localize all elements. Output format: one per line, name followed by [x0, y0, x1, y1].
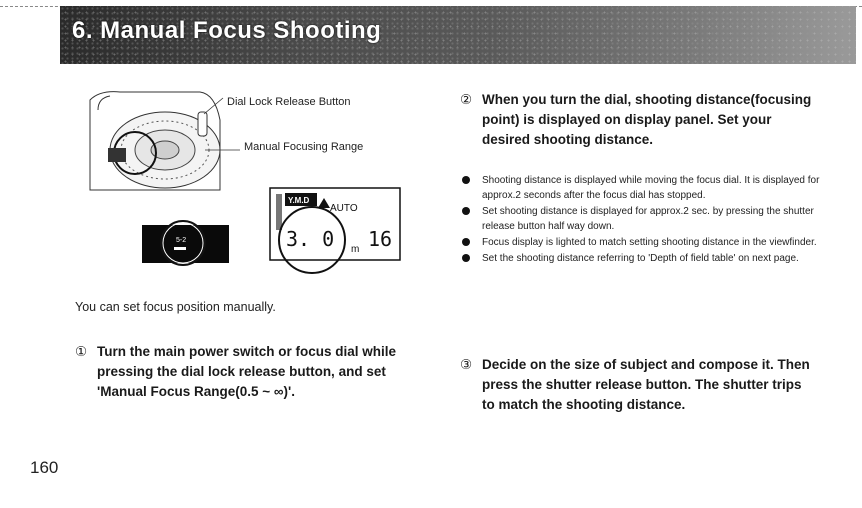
dial-lock-button-icon — [198, 112, 207, 136]
bullet-dot-icon — [462, 207, 470, 215]
svg-text:Y.M.D: Y.M.D — [288, 196, 310, 205]
step-2 — [460, 90, 822, 150]
step-3-text: Decide on the size of subject and compose it. Then press the shutter release button. The shutter trips to match the shooting distance. — [482, 357, 810, 412]
label-dial-lock-release: Dial Lock Release Button — [227, 96, 351, 108]
small-display-text: 5-2 — [176, 237, 187, 244]
list-item: Set shooting distance is displayed for approx.2 sec. by pressing the shutter release button half way down. — [462, 204, 822, 234]
list-item: Shooting distance is displayed while moving the focus dial. It is displayed for approx.2 seconds after the focus dial has stopped. — [462, 173, 822, 203]
bullet-list — [462, 173, 822, 267]
step-2-text: When you turn the dial, shooting distance(focusing point) is displayed on display panel. Set your desired shooting distance. — [482, 92, 812, 147]
lcd-unit-text: m — [351, 244, 360, 255]
page-title: 6. Manual Focus Shooting — [72, 17, 382, 44]
list-item: Focus display is lighted to match setting shooting distance in the viewfinder. — [462, 235, 822, 250]
black-display-panel — [142, 225, 229, 263]
bullet-dot-icon — [462, 238, 470, 246]
page-number: 160 — [30, 458, 59, 477]
step-3 — [460, 355, 812, 415]
step-2-number: ② — [460, 92, 473, 107]
lcd-auto-text: AUTO — [330, 203, 358, 214]
camera-dial-illustration — [80, 80, 420, 280]
label-manual-focusing-range: Manual Focusing Range — [244, 141, 364, 153]
bullet-dot-icon — [462, 254, 470, 262]
lcd-distance-text: 3. 0 — [286, 227, 335, 251]
step-1-number: ① — [75, 344, 88, 359]
step-1-text: Turn the main power switch or focus dial while pressing the dial lock release button, and set 'Manual Focus Range(0.5 ~ ∞)'. — [97, 344, 397, 399]
lcd-count-text: 16 — [368, 227, 393, 251]
step-1 — [75, 342, 427, 402]
intro-text: You can set focus position manually. — [75, 300, 276, 314]
list-item: Set the shooting distance referring to 'Depth of field table' on next page. — [462, 251, 822, 266]
bullet-dot-icon — [462, 176, 470, 184]
step-3-number: ③ — [460, 357, 473, 372]
